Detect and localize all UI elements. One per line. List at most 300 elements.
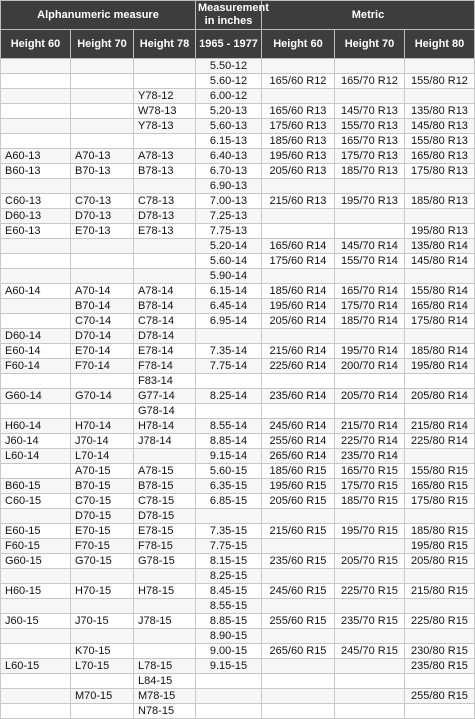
cell-alpha-70	[71, 89, 134, 104]
cell-metric-80	[405, 179, 475, 194]
cell-inches	[196, 689, 262, 704]
cell-alpha-70: L70-15	[71, 659, 134, 674]
cell-metric-80: 225/80 R15	[405, 614, 475, 629]
header-metric: Metric	[262, 1, 475, 30]
cell-metric-80: 255/80 R15	[405, 689, 475, 704]
cell-metric-70: 165/70 R12	[335, 74, 405, 89]
cell-inches: 8.45-15	[196, 584, 262, 599]
cell-alpha-70: G70-15	[71, 554, 134, 569]
cell-inches: 5.60-13	[196, 119, 262, 134]
cell-inches: 8.55-15	[196, 599, 262, 614]
cell-metric-60: 205/60 R14	[262, 314, 335, 329]
cell-metric-80: 205/80 R15	[405, 554, 475, 569]
cell-metric-70: 225/70 R14	[335, 434, 405, 449]
cell-inches: 7.75-15	[196, 539, 262, 554]
cell-inches: 5.60-14	[196, 254, 262, 269]
cell-metric-60: 165/60 R13	[262, 104, 335, 119]
cell-metric-60: 165/60 R12	[262, 74, 335, 89]
cell-alpha-60: H60-15	[1, 584, 71, 599]
table-row	[1, 164, 475, 179]
cell-metric-70	[335, 674, 405, 689]
cell-alpha-70: E70-13	[71, 224, 134, 239]
table-row	[1, 404, 475, 419]
cell-metric-80: 175/80 R14	[405, 314, 475, 329]
cell-metric-70: 195/70 R13	[335, 194, 405, 209]
cell-alpha-78: D78-13	[134, 209, 196, 224]
table-row	[1, 644, 475, 659]
cell-metric-60: 195/60 R15	[262, 479, 335, 494]
table-row	[1, 494, 475, 509]
cell-metric-60: 255/60 R14	[262, 434, 335, 449]
cell-metric-80: 185/80 R13	[405, 194, 475, 209]
cell-metric-60: 215/60 R15	[262, 524, 335, 539]
cell-alpha-70: B70-13	[71, 164, 134, 179]
cell-metric-80: 165/80 R14	[405, 299, 475, 314]
cell-metric-80	[405, 599, 475, 614]
cell-inches: 7.00-13	[196, 194, 262, 209]
cell-alpha-60: J60-15	[1, 614, 71, 629]
table-row	[1, 119, 475, 134]
cell-metric-60: 235/60 R14	[262, 389, 335, 404]
cell-inches: 7.35-15	[196, 524, 262, 539]
cell-metric-70	[335, 704, 405, 719]
table-row	[1, 674, 475, 689]
cell-alpha-70: D70-14	[71, 329, 134, 344]
header-alpha-height-78: Height 78	[134, 30, 196, 59]
cell-alpha-78: Y78-13	[134, 119, 196, 134]
cell-metric-80	[405, 209, 475, 224]
cell-metric-70	[335, 509, 405, 524]
cell-alpha-70: A70-14	[71, 284, 134, 299]
cell-alpha-60	[1, 509, 71, 524]
cell-inches: 5.50-12	[196, 59, 262, 74]
cell-metric-60	[262, 569, 335, 584]
table-row	[1, 389, 475, 404]
cell-metric-70: 145/70 R14	[335, 239, 405, 254]
cell-alpha-78: J78-15	[134, 614, 196, 629]
cell-metric-60: 215/60 R14	[262, 344, 335, 359]
cell-inches	[196, 509, 262, 524]
cell-alpha-60	[1, 269, 71, 284]
table-row	[1, 479, 475, 494]
cell-metric-70: 205/70 R15	[335, 554, 405, 569]
cell-alpha-60: E60-15	[1, 524, 71, 539]
cell-inches: 6.90-13	[196, 179, 262, 194]
cell-alpha-60	[1, 299, 71, 314]
cell-alpha-78: J78-14	[134, 434, 196, 449]
cell-metric-60: 205/60 R13	[262, 164, 335, 179]
cell-metric-60: 165/60 R14	[262, 239, 335, 254]
cell-metric-70	[335, 89, 405, 104]
cell-inches: 9.15-14	[196, 449, 262, 464]
cell-inches: 8.55-14	[196, 419, 262, 434]
table-row	[1, 149, 475, 164]
table-row	[1, 314, 475, 329]
cell-alpha-70	[71, 104, 134, 119]
cell-metric-70	[335, 569, 405, 584]
cell-metric-70: 200/70 R14	[335, 359, 405, 374]
cell-metric-80	[405, 509, 475, 524]
cell-metric-60: 265/60 R14	[262, 449, 335, 464]
cell-inches: 6.35-15	[196, 479, 262, 494]
table-row	[1, 89, 475, 104]
cell-metric-60	[262, 59, 335, 74]
cell-metric-70	[335, 629, 405, 644]
cell-alpha-70: E70-15	[71, 524, 134, 539]
cell-alpha-60	[1, 599, 71, 614]
cell-alpha-70: G70-14	[71, 389, 134, 404]
cell-metric-70	[335, 224, 405, 239]
cell-alpha-60: C60-15	[1, 494, 71, 509]
table-row	[1, 74, 475, 89]
table-row	[1, 509, 475, 524]
cell-metric-80	[405, 569, 475, 584]
cell-inches: 5.90-14	[196, 269, 262, 284]
cell-alpha-60	[1, 104, 71, 119]
cell-alpha-78	[134, 179, 196, 194]
cell-inches: 7.35-14	[196, 344, 262, 359]
cell-alpha-78: D78-14	[134, 329, 196, 344]
cell-alpha-70	[71, 134, 134, 149]
header-metric-height-70: Height 70	[335, 30, 405, 59]
cell-metric-70	[335, 404, 405, 419]
table-row	[1, 134, 475, 149]
cell-inches: 6.45-14	[196, 299, 262, 314]
header-years: 1965 - 1977	[196, 30, 262, 59]
cell-alpha-70	[71, 239, 134, 254]
cell-metric-60	[262, 374, 335, 389]
cell-alpha-78: C78-14	[134, 314, 196, 329]
cell-alpha-70	[71, 599, 134, 614]
cell-alpha-60: G60-15	[1, 554, 71, 569]
cell-inches: 8.25-15	[196, 569, 262, 584]
cell-alpha-78: A78-14	[134, 284, 196, 299]
table-row	[1, 359, 475, 374]
cell-alpha-78	[134, 569, 196, 584]
table-body	[1, 59, 475, 719]
cell-metric-80	[405, 59, 475, 74]
table-row	[1, 224, 475, 239]
cell-metric-70: 185/70 R14	[335, 314, 405, 329]
cell-metric-70: 195/70 R15	[335, 524, 405, 539]
header-inches-text: Measurement in inches	[198, 2, 269, 27]
cell-inches: 8.85-14	[196, 434, 262, 449]
cell-metric-80: 230/80 R15	[405, 644, 475, 659]
cell-alpha-70: F70-15	[71, 539, 134, 554]
cell-inches: 6.00-12	[196, 89, 262, 104]
table-header	[1, 1, 475, 59]
cell-metric-70	[335, 269, 405, 284]
cell-metric-70: 185/70 R13	[335, 164, 405, 179]
cell-alpha-70: B70-15	[71, 479, 134, 494]
cell-alpha-78: H78-15	[134, 584, 196, 599]
cell-alpha-70: C70-14	[71, 314, 134, 329]
cell-metric-60: 245/60 R14	[262, 419, 335, 434]
cell-inches	[196, 404, 262, 419]
cell-alpha-70: D70-15	[71, 509, 134, 524]
table-row	[1, 584, 475, 599]
cell-alpha-78	[134, 644, 196, 659]
cell-inches: 8.90-15	[196, 629, 262, 644]
cell-metric-60	[262, 659, 335, 674]
cell-alpha-78: B78-14	[134, 299, 196, 314]
cell-metric-60	[262, 539, 335, 554]
cell-metric-70: 225/70 R15	[335, 584, 405, 599]
cell-metric-80: 135/80 R14	[405, 239, 475, 254]
cell-inches: 6.95-14	[196, 314, 262, 329]
cell-metric-70: 165/70 R15	[335, 464, 405, 479]
cell-metric-70: 155/70 R13	[335, 119, 405, 134]
cell-metric-80: 145/80 R14	[405, 254, 475, 269]
cell-metric-80: 145/80 R13	[405, 119, 475, 134]
cell-metric-80: 135/80 R13	[405, 104, 475, 119]
cell-alpha-70: E70-14	[71, 344, 134, 359]
header-subcolumn-row	[1, 30, 475, 59]
cell-metric-80	[405, 674, 475, 689]
cell-alpha-70	[71, 74, 134, 89]
cell-alpha-78: L84-15	[134, 674, 196, 689]
cell-metric-60: 205/60 R15	[262, 494, 335, 509]
cell-alpha-78: C78-13	[134, 194, 196, 209]
cell-alpha-70	[71, 254, 134, 269]
cell-alpha-70	[71, 59, 134, 74]
cell-alpha-78: G77-14	[134, 389, 196, 404]
table-row	[1, 299, 475, 314]
cell-inches: 8.15-15	[196, 554, 262, 569]
cell-inches: 7.25-13	[196, 209, 262, 224]
cell-metric-60	[262, 599, 335, 614]
cell-inches: 7.75-13	[196, 224, 262, 239]
cell-metric-80: 205/80 R14	[405, 389, 475, 404]
cell-metric-80: 155/80 R15	[405, 464, 475, 479]
cell-inches: 6.70-13	[196, 164, 262, 179]
cell-metric-70: 195/70 R14	[335, 344, 405, 359]
cell-metric-80: 215/80 R14	[405, 419, 475, 434]
cell-alpha-78	[134, 269, 196, 284]
cell-metric-80	[405, 89, 475, 104]
cell-metric-80: 235/80 R15	[405, 659, 475, 674]
cell-alpha-78: G78-15	[134, 554, 196, 569]
cell-inches: 8.85-15	[196, 614, 262, 629]
cell-alpha-70: H70-14	[71, 419, 134, 434]
cell-inches	[196, 374, 262, 389]
cell-metric-60	[262, 674, 335, 689]
cell-metric-70: 175/70 R15	[335, 479, 405, 494]
cell-alpha-60	[1, 704, 71, 719]
table-row	[1, 209, 475, 224]
cell-alpha-60	[1, 59, 71, 74]
cell-alpha-70	[71, 674, 134, 689]
cell-alpha-78: E78-14	[134, 344, 196, 359]
cell-metric-70: 165/70 R14	[335, 284, 405, 299]
cell-alpha-70: B70-14	[71, 299, 134, 314]
cell-alpha-78: E78-15	[134, 524, 196, 539]
cell-inches	[196, 674, 262, 689]
cell-alpha-78: E78-13	[134, 224, 196, 239]
cell-alpha-70: F70-14	[71, 359, 134, 374]
cell-metric-60	[262, 209, 335, 224]
cell-alpha-60	[1, 629, 71, 644]
cell-alpha-60	[1, 314, 71, 329]
cell-metric-60: 175/60 R14	[262, 254, 335, 269]
cell-inches: 5.20-13	[196, 104, 262, 119]
cell-metric-60: 195/60 R14	[262, 299, 335, 314]
table-row	[1, 449, 475, 464]
cell-inches: 9.00-15	[196, 644, 262, 659]
cell-alpha-78: D78-15	[134, 509, 196, 524]
header-group-row	[1, 1, 475, 30]
cell-metric-80: 185/80 R15	[405, 524, 475, 539]
table-row	[1, 284, 475, 299]
table-row	[1, 419, 475, 434]
cell-alpha-70: C70-15	[71, 494, 134, 509]
table-row	[1, 524, 475, 539]
table-row	[1, 689, 475, 704]
cell-metric-80	[405, 329, 475, 344]
cell-metric-70	[335, 329, 405, 344]
header-metric-height-80: Height 80	[405, 30, 475, 59]
cell-metric-60: 265/60 R15	[262, 644, 335, 659]
table-row	[1, 629, 475, 644]
cell-metric-80	[405, 629, 475, 644]
cell-alpha-60: L60-14	[1, 449, 71, 464]
header-measurement-in-inches	[196, 1, 269, 30]
cell-metric-70: 165/70 R13	[335, 134, 405, 149]
table-row	[1, 659, 475, 674]
cell-alpha-60: L60-15	[1, 659, 71, 674]
cell-metric-70	[335, 539, 405, 554]
cell-alpha-70	[71, 179, 134, 194]
cell-alpha-60: F60-15	[1, 539, 71, 554]
cell-alpha-60: J60-14	[1, 434, 71, 449]
cell-alpha-60	[1, 689, 71, 704]
cell-inches: 7.75-14	[196, 359, 262, 374]
cell-metric-60: 185/60 R13	[262, 134, 335, 149]
cell-metric-70	[335, 659, 405, 674]
cell-alpha-70: K70-15	[71, 644, 134, 659]
cell-metric-60	[262, 179, 335, 194]
cell-metric-80	[405, 404, 475, 419]
cell-metric-70: 155/70 R14	[335, 254, 405, 269]
cell-metric-80: 155/80 R12	[405, 74, 475, 89]
cell-alpha-60	[1, 179, 71, 194]
cell-metric-60	[262, 224, 335, 239]
cell-alpha-78: B78-13	[134, 164, 196, 179]
cell-alpha-70	[71, 569, 134, 584]
cell-inches: 5.20-14	[196, 239, 262, 254]
cell-alpha-78	[134, 629, 196, 644]
cell-alpha-60	[1, 254, 71, 269]
cell-metric-70: 175/70 R13	[335, 149, 405, 164]
cell-metric-60	[262, 629, 335, 644]
cell-inches: 6.40-13	[196, 149, 262, 164]
table-row	[1, 614, 475, 629]
table-row	[1, 179, 475, 194]
cell-alpha-70	[71, 119, 134, 134]
cell-alpha-60	[1, 464, 71, 479]
cell-inches: 5.60-15	[196, 464, 262, 479]
cell-metric-60	[262, 689, 335, 704]
cell-alpha-60	[1, 89, 71, 104]
cell-metric-70	[335, 209, 405, 224]
cell-alpha-60	[1, 119, 71, 134]
cell-alpha-70: L70-14	[71, 449, 134, 464]
cell-metric-80: 155/80 R13	[405, 134, 475, 149]
cell-metric-80: 165/80 R13	[405, 149, 475, 164]
cell-alpha-70: A70-15	[71, 464, 134, 479]
cell-alpha-78: F78-15	[134, 539, 196, 554]
cell-metric-80	[405, 449, 475, 464]
cell-metric-60: 225/60 R14	[262, 359, 335, 374]
cell-metric-60: 215/60 R13	[262, 194, 335, 209]
cell-metric-60: 175/60 R13	[262, 119, 335, 134]
cell-alpha-70: J70-14	[71, 434, 134, 449]
cell-alpha-60: A60-13	[1, 149, 71, 164]
cell-metric-80: 155/80 R14	[405, 284, 475, 299]
cell-metric-80: 185/80 R14	[405, 344, 475, 359]
header-alphanumeric-measure: Alphanumeric measure	[1, 1, 196, 30]
cell-metric-70: 145/70 R13	[335, 104, 405, 119]
cell-alpha-70: H70-15	[71, 584, 134, 599]
cell-metric-80: 195/80 R13	[405, 224, 475, 239]
table-row	[1, 239, 475, 254]
cell-alpha-78: L78-15	[134, 659, 196, 674]
cell-inches: 5.60-12	[196, 74, 262, 89]
table-row	[1, 704, 475, 719]
header-alpha-height-60: Height 60	[1, 30, 71, 59]
cell-alpha-78: N78-15	[134, 704, 196, 719]
cell-alpha-60: C60-13	[1, 194, 71, 209]
cell-alpha-60	[1, 569, 71, 584]
cell-alpha-78: W78-13	[134, 104, 196, 119]
cell-inches	[196, 704, 262, 719]
table-row	[1, 434, 475, 449]
cell-inches: 9.15-15	[196, 659, 262, 674]
cell-metric-70: 185/70 R15	[335, 494, 405, 509]
cell-alpha-78	[134, 599, 196, 614]
cell-alpha-78	[134, 239, 196, 254]
cell-metric-80: 175/80 R15	[405, 494, 475, 509]
cell-alpha-78: H78-14	[134, 419, 196, 434]
cell-metric-80: 165/80 R15	[405, 479, 475, 494]
cell-alpha-60	[1, 404, 71, 419]
cell-inches: 6.85-15	[196, 494, 262, 509]
header-metric-height-60: Height 60	[262, 30, 335, 59]
cell-alpha-60: E60-14	[1, 344, 71, 359]
table-row	[1, 329, 475, 344]
cell-metric-60	[262, 509, 335, 524]
cell-alpha-78: F78-14	[134, 359, 196, 374]
cell-metric-60	[262, 269, 335, 284]
table-row	[1, 539, 475, 554]
cell-alpha-70	[71, 629, 134, 644]
cell-metric-70: 205/70 R14	[335, 389, 405, 404]
cell-inches: 8.25-14	[196, 389, 262, 404]
table-row	[1, 194, 475, 209]
cell-alpha-78	[134, 134, 196, 149]
cell-metric-70: 235/70 R14	[335, 449, 405, 464]
cell-inches	[196, 329, 262, 344]
cell-metric-80	[405, 374, 475, 389]
cell-metric-70	[335, 59, 405, 74]
cell-alpha-70	[71, 269, 134, 284]
table-row	[1, 59, 475, 74]
cell-alpha-78	[134, 74, 196, 89]
cell-alpha-78	[134, 449, 196, 464]
cell-alpha-70	[71, 374, 134, 389]
cell-alpha-78: Y78-12	[134, 89, 196, 104]
cell-alpha-60: F60-14	[1, 359, 71, 374]
